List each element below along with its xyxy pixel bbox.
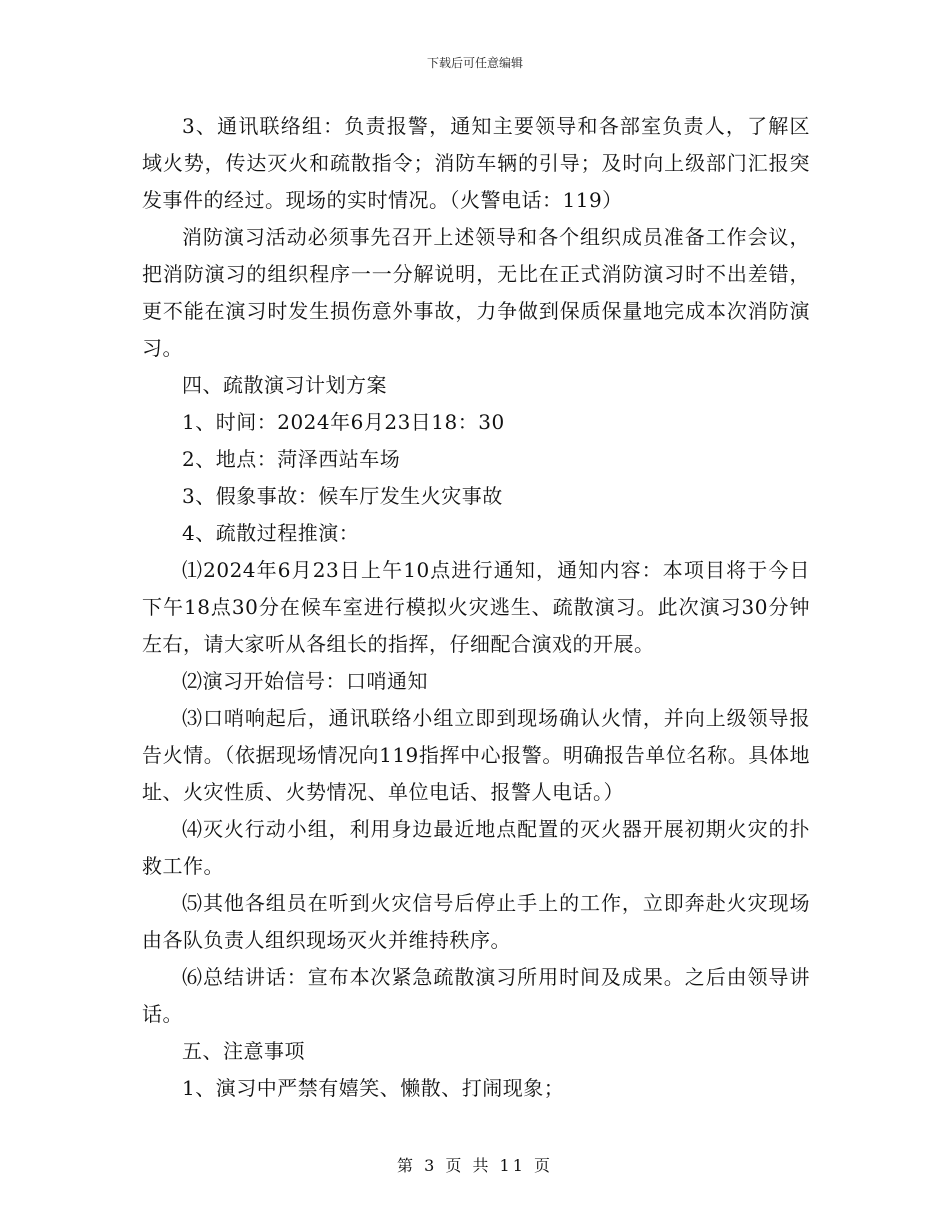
paragraph-location: 2、地点：菏泽西站车场 [182, 447, 401, 471]
paragraph-step-6-summary: ⑹总结讲话：宣布本次紧急疏散演习所用时间及成果。之后由领导讲话。 [142, 965, 810, 1026]
paragraph-drill-meeting: 消防演习活动必须事先召开上述领导和各个组织成员准备工作会议，把消防演习的组织程序一一分解说明，无比在正式消防演习时不出差错，更不能在演习时发生损伤意外事故，力争做到保质保量地完成本次消防演习。 [142, 225, 810, 360]
paragraph-hypothetical-incident: 3、假象事故：候车厅发生火灾事故 [182, 484, 503, 508]
paragraph-step-3-report: ⑶口哨响起后，通讯联络小组立即到现场确认火情，并向上级领导报告火情。（依据现场情况向119指挥中心报警。明确报告单位名称。具体地址、火灾性质、火势情况、单位电话、报警人电话。） [142, 706, 810, 804]
paragraph-step-2-signal: ⑵演习开始信号：口哨通知 [182, 669, 428, 693]
paragraph-note-1: 1、演习中严禁有嬉笑、懒散、打闹现象； [182, 1076, 565, 1100]
page-header: 下载后可任意编辑 [426, 56, 523, 70]
paragraph-step-4-extinguish: ⑷灭火行动小组，利用身边最近地点配置的灭火器开展初期火灾的扑救工作。 [142, 817, 810, 878]
section-heading-notes: 五、注意事项 [182, 1039, 305, 1063]
paragraph-time: 1、时间：2024年6月23日18：30 [182, 410, 505, 434]
paragraph-step-1-notice: ⑴2024年6月23日上午10点进行通知，通知内容：本项目将于今日下午18点30分在候车室进行模拟火灾逃生、疏散演习。此次演习30分钟左右，请大家听从各组长的指挥，仔细配合演戏的开展。 [142, 558, 810, 656]
page-footer: 第 3 页 共 11 页 [397, 1156, 553, 1175]
paragraph-step-5-members: ⑸其他各组员在听到火灾信号后停止手上的工作，立即奔赴火灾现场由各队负责人组织现场灭火并维持秩序。 [142, 891, 810, 952]
paragraph-comm-group: 3、通讯联络组：负责报警，通知主要领导和各部室负责人，了解区域火势，传达灭火和疏散指令；消防车辆的引导；及时向上级部门汇报突发事件的经过。现场的实时情况。（火警电话：119） [142, 114, 810, 212]
section-heading-evacuation-plan: 四、疏散演习计划方案 [182, 373, 387, 397]
paragraph-evacuation-process: 4、疏散过程推演： [182, 521, 360, 545]
document-body [142, 108, 810, 1107]
